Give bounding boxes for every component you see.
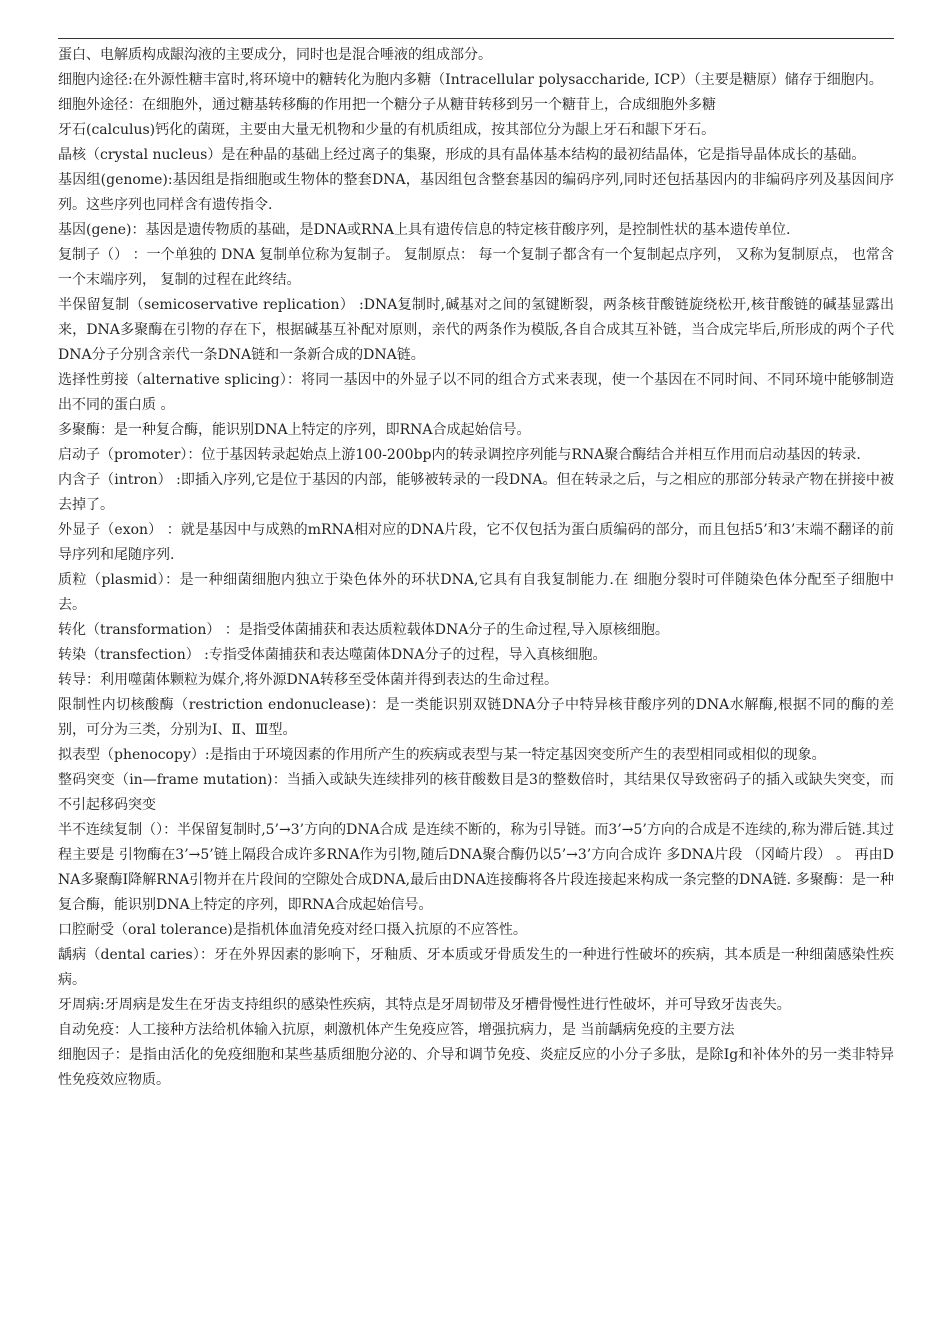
glossary-entry: 选择性剪接（alternative splicing）：将同一基因中的外显子以不同的组合方式来表现，使一个基因在不同时间、不同环境中能够制造出不同的蛋白质 。 — [58, 372, 894, 413]
glossary-entry: 复制子（） ：一个单独的 DNA 复制单位称为复制子。 复制原点： 每一个复制子都含有一个复制起点序列， 又称为复制原点， 也常含一个末端序列， 复制的过程在此终结。 — [58, 247, 894, 288]
glossary-entry: 自动免疫：人工接种方法给机体输入抗原，刺激机体产生免疫应答，增强抗病力，是 当前龋病免疫的主要方法 — [58, 1022, 735, 1038]
glossary-entry: 半不连续复制（）：半保留复制时,5’→3’方向的DNA合成 是连续不断的，称为引导链。而3’→5’方向的合成是不连续的,称为滞后链.其过程主要是 引物酶在3’→5’链上隔段合成许多RNA作为引物,随后DNA聚合酶仍以5’→3’方向合成许 多DNA片段 （冈崎片段） 。 再由DNA多聚酶Ⅰ降解RNA引物并在片段间的空隙处合成DNA,最后由DNA连接酶将各片段连接起来构成一条完整的DNA链. 多聚酶：是一种复合酶，能识别DNA上特定的序列，即RNA合成起始信号。 — [58, 822, 894, 913]
glossary-entry: 启动子（promoter）：位于基因转录起始点上游100-200bp内的转录调控序列能与RNA聚合酶结合并相互作用而启动基因的转录. — [58, 447, 861, 463]
glossary-entry: 多聚酶：是一种复合酶，能识别DNA上特定的序列，即RNA合成起始信号。 — [58, 422, 531, 438]
glossary-entry: 牙周病:牙周病是发生在牙齿支持组织的感染性疾病，其特点是牙周韧带及牙槽骨慢性进行性破坏，并可导致牙齿丧失。 — [58, 997, 791, 1013]
glossary-entry: 细胞外途径：在细胞外，通过糖基转移酶的作用把一个糖分子从糖苷转移到另一个糖苷上，合成细胞外多糖 — [58, 97, 716, 113]
glossary-entry: 细胞因子：是指由活化的免疫细胞和某些基质细胞分泌的、介导和调节免疫、炎症反应的小分子多肽，是除Ig和补体外的另一类非特异性免疫效应物质。 — [58, 1047, 894, 1088]
glossary-entry: 转染（transfection） :专指受体菌捕获和表达噬菌体DNA分子的过程，导入真核细胞。 — [58, 647, 607, 663]
glossary-entry: 基因组(genome):基因组是指细胞或生物体的整套DNA，基因组包含整套基因的编码序列,同时还包括基因内的非编码序列及基因间序列。这些序列也同样含有遗传指令. — [58, 172, 894, 213]
header-rule — [58, 38, 894, 39]
document-page — [58, 38, 894, 1093]
glossary-entry: 细胞内途径:在外源性糖丰富时,将环境中的糖转化为胞内多糖（Intracellular polysaccharide, ICP）（主要是糖原）储存于细胞内。 — [58, 72, 883, 88]
glossary-entries — [58, 43, 894, 1093]
glossary-entry: 口腔耐受（oral tolerance)是指机体血清免疫对经口摄入抗原的不应答性。 — [58, 922, 527, 938]
glossary-entry: 限制性内切核酸酶（restriction endonuclease)：是一类能识别双链DNA分子中特异核苷酸序列的DNA水解酶,根据不同的酶的差别，可分为三类，分别为Ⅰ、Ⅱ、Ⅲ型。 — [58, 697, 894, 738]
glossary-entry: 半保留复制（semicoservative replication） :DNA复制时,碱基对之间的氢键断裂，两条核苷酸链旋绕松开,核苷酸链的碱基显露出来，DNA多聚酶在引物的存在下，根据碱基互补配对原则，亲代的两条作为模版,各自合成其互补链，当合成完毕后,所形成的两个子代DNA分子分别含亲代一条DNA链和一条新合成的DNA链。 — [58, 297, 894, 363]
glossary-entry: 蛋白、电解质构成龈沟液的主要成分，同时也是混合唾液的组成部分。 — [58, 47, 492, 63]
glossary-entry: 龋病（dental caries）：牙在外界因素的影响下，牙釉质、牙本质或牙骨质发生的一种进行性破坏的疾病，其本质是一种细菌感染性疾病。 — [58, 947, 894, 988]
glossary-entry: 质粒（plasmid）：是一种细菌细胞内独立于染色体外的环状DNA,它具有自我复制能力.在 细胞分裂时可伴随染色体分配至子细胞中去。 — [58, 572, 894, 613]
glossary-entry: 拟表型（phenocopy）:是指由于环境因素的作用所产生的疾病或表型与某一特定基因突变所产生的表型相同或相似的现象。 — [58, 747, 826, 763]
glossary-entry: 转导：利用噬菌体颗粒为媒介,将外源DNA转移至受体菌并得到表达的生命过程。 — [58, 672, 559, 688]
glossary-entry: 内含子（intron） :即插入序列,它是位于基因的内部，能够被转录的一段DNA。但在转录之后，与之相应的那部分转录产物在拼接中被去掉了。 — [58, 472, 894, 513]
glossary-entry: 整码突变（in—frame mutation)：当插入或缺失连续排列的核苷酸数目是3的整数倍时，其结果仅导致密码子的插入或缺失突变，而不引起移码突变 — [58, 772, 894, 813]
glossary-entry: 牙石(calculus)钙化的菌斑，主要由大量无机物和少量的有机质组成，按其部位分为龈上牙石和龈下牙石。 — [58, 122, 716, 138]
glossary-entry: 基因(gene)：基因是遗传物质的基础，是DNA或RNA上具有遗传信息的特定核苷酸序列，是控制性状的基本遗传单位. — [58, 222, 791, 238]
glossary-entry: 晶核（crystal nucleus）是在种晶的基础上经过离子的集聚，形成的具有晶体基本结构的最初结晶体，它是指导晶体成长的基础。 — [58, 147, 866, 163]
glossary-entry: 转化（transformation） ：是指受体菌捕获和表达质粒载体DNA分子的生命过程,导入原核细胞。 — [58, 622, 669, 638]
glossary-entry: 外显子（exon） ：就是基因中与成熟的mRNA相对应的DNA片段，它不仅包括为蛋白质编码的部分，而且包括5’和3’末端不翻译的前导序列和尾随序列. — [58, 522, 894, 563]
